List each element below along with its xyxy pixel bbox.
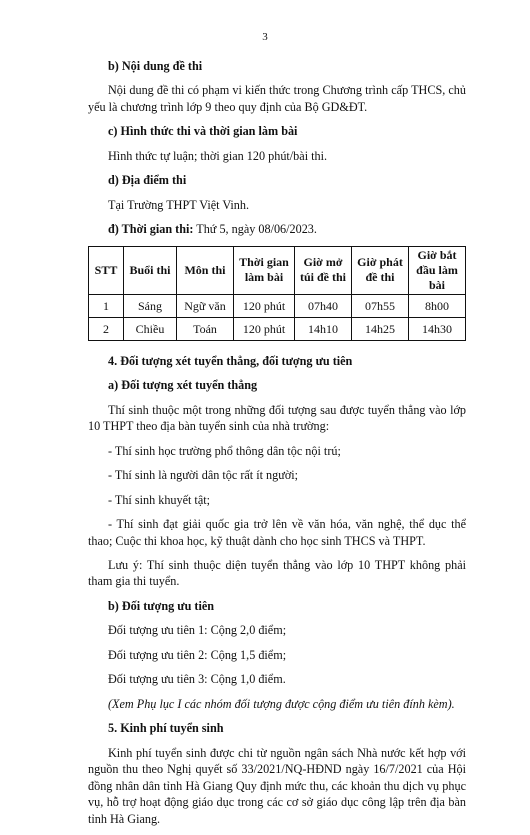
section-4-heading: 4. Đối tượng xét tuyển thẳng, đối tượng ưu tiên [108,353,353,368]
list-item: - Thí sinh đạt giải quốc gia trở lên về văn hóa, văn nghệ, thể dục thể thao; Cuộc thi khoa học, kỹ thuật dành cho học sinh THCS và THPT. [88,517,466,548]
header-session: Buổi thi [124,246,177,294]
table-cell: 14h30 [409,317,466,340]
list-item: - Thí sinh học trường phổ thông dân tộc nội trú; [108,443,341,458]
section-4b-heading: b) Đối tượng ưu tiên [108,598,215,613]
section-d-heading: d) Địa điểm thi [108,173,187,188]
table-cell: Ngữ văn [177,294,234,317]
table-cell: 1 [89,294,124,317]
exam-time-value: Thứ 5, ngày 08/06/2023. [193,222,317,237]
section-4a-intro: Thí sinh thuộc một trong những đối tượng sau được tuyển thẳng vào lớp 10 THPT theo địa bàn tuyển sinh của nhà trường: [88,402,466,434]
section-d-text: Tại Trường THPT Việt Vinh. [108,197,250,212]
table-cell: 120 phút [234,317,295,340]
header-start-time: Giờ bắt đầu làm bài [409,246,466,294]
exam-time-label: đ) Thời gian thi: [108,222,194,237]
exam-time-line [88,221,466,237]
table-cell: 07h55 [352,294,409,317]
table-cell: Toán [177,317,234,340]
header-duration: Thời gian làm bài [234,246,295,294]
table-row [89,294,466,317]
table-row [89,317,466,340]
section-4a-note: Lưu ý: Thí sinh thuộc diện tuyển thẳng vào lớp 10 THPT không phải tham gia thi tuyển. [88,557,466,589]
table-cell: Chiều [124,317,177,340]
exam-schedule-table [88,246,466,341]
table-cell: 120 phút [234,294,295,317]
section-5-heading: 5. Kinh phí tuyển sinh [108,721,224,736]
section-4b-note: (Xem Phụ lục I các nhóm đối tượng được cộng điểm ưu tiên đính kèm). [108,696,455,711]
list-item: - Thí sinh khuyết tật; [108,492,211,507]
header-subject: Môn thi [177,246,234,294]
header-stt: STT [89,246,124,294]
section-b-text: Nội dung đề thi có phạm vi kiến thức trong Chương trình cấp THCS, chủ yếu là chương trình lớp 9 theo quy định của Bộ GD&ĐT. [88,83,466,114]
table-cell: 14h25 [352,317,409,340]
table-cell: 8h00 [409,294,466,317]
list-item: - Thí sinh là người dân tộc rất ít người; [108,468,299,483]
table-cell: 07h40 [295,294,352,317]
list-item: Đối tượng ưu tiên 3: Cộng 1,0 điểm. [108,672,286,687]
section-4a-heading: a) Đối tượng xét tuyển thẳng [108,378,258,393]
section-5-text: Kinh phí tuyển sinh được chi từ nguồn ngân sách Nhà nước kết hợp với nguồn thu theo Nghị quyết số 33/2021/NQ-HĐND ngày 16/7/2021 của Hội đồng nhân dân tỉnh Hà Giang Quy định mức thu, các khoản thu dịch vụ phục vụ, hỗ trợ hoạt động giáo dục trong các cơ sở giáo dục công lập trên địa bàn tỉnh Hà Giang. [88,745,466,826]
section-b-heading: b) Nội dung đề thi [108,59,203,73]
page-content [88,58,466,835]
table-header-row [89,246,466,294]
list-item: Đối tượng ưu tiên 2: Cộng 1,5 điểm; [108,647,287,662]
header-distribute-time: Giờ phát đề thi [352,246,409,294]
section-c-heading: c) Hình thức thi và thời gian làm bài [108,124,298,139]
page-number: 3 [262,31,268,43]
section-c-text: Hình thức tự luận; thời gian 120 phút/bài thi. [108,148,328,163]
header-open-time: Giờ mở túi đề thi [295,246,352,294]
table-cell: 2 [89,317,124,340]
table-cell: Sáng [124,294,177,317]
table-cell: 14h10 [295,317,352,340]
list-item: Đối tượng ưu tiên 1: Cộng 2,0 điểm; [108,623,287,638]
